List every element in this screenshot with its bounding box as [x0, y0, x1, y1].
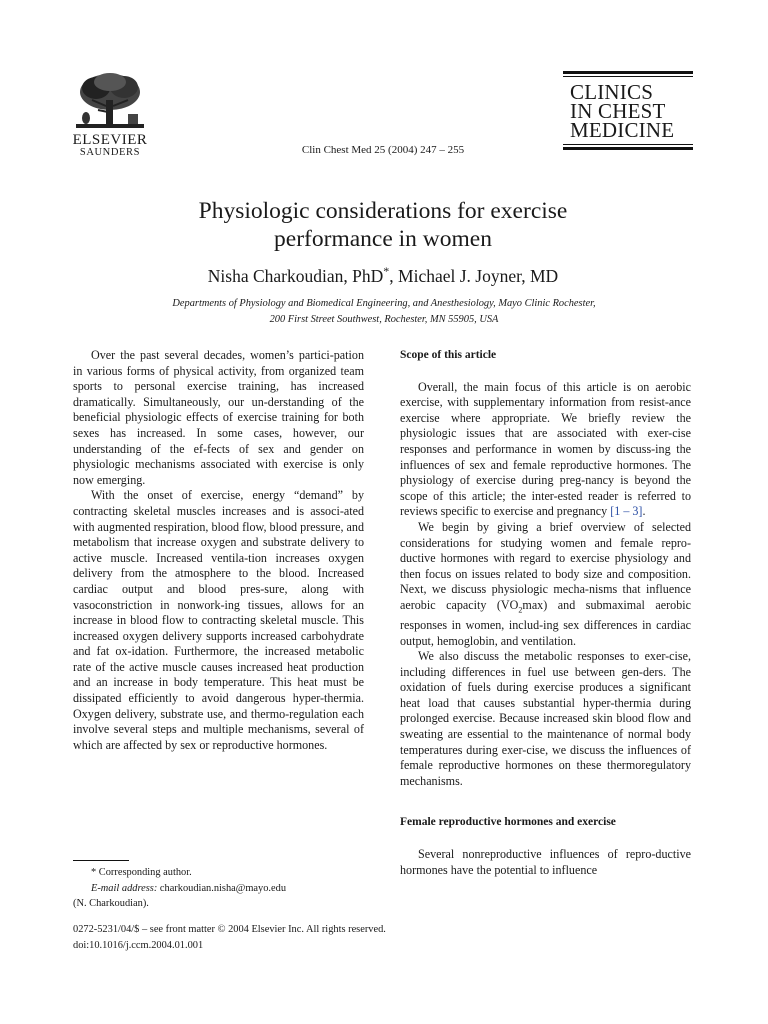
copyright-line: 0272-5231/04/$ – see front matter © 2004 Elsevier Inc. All rights reserved. [73, 924, 386, 935]
footnote-rule [73, 860, 129, 861]
paragraph-text: Overall, the main focus of this article is on aerobic exercise, with supplementary information from resist-ance exercise where appropriate. We briefly review the physiologic issues that are associated with exer-cise responses and performance in women by discuss-ing the influences of sex and female reproductive hormones. The physiology of exercise during preg-nancy is beyond the scope of this article; the inter-ested reader is referred to reviews specific to exercise and pregnancy [400, 379, 691, 519]
copyright-block [73, 922, 593, 954]
paragraph: With the onset of exercise, energy “demand” by contracting skeletal muscles increases and is associ-ated with augmented respiration, blood flow, blood pressure, and metabolism that increase oxygen and substrate delivery to active muscle. Increased ventila-tion increases oxygen delivery from the atmosphere to the blood. Increased cardiac output and blood pres-sure, along with vasoconstriction in nonwork-ing tissues, allows for an increase in blood flow to contracting skeletal muscle. This increased oxygen delivery supports increased carbohydrate and fat ox-idation. Furthermore, the increased metabolic rate of the active muscle causes increased heat production and an increase in body temperature. This heat must be dissipated efficiently to avoid dangerous hyper-thermia. Oxygen delivery, substrate use, and thermo-regulation each involve several steps and multiple mechanisms, several of which are affected by sex or reproductive hormones. [73, 488, 364, 752]
affiliation-line2: 200 First Street Southwest, Rochester, MN 55905, USA [269, 314, 499, 325]
title-line2: performance in women [274, 226, 492, 252]
publisher-name: ELSEVIER [72, 132, 148, 148]
title-line1: Physiologic considerations for exercise [198, 198, 568, 224]
paragraph: Overall, the main focus of this article is on aerobic exercise, with supplementary information from resist-ance exercise where appropriate. We briefly review the physiologic issues that are associated with exer-cise responses and performance in women by discuss-ing the influences of sex and female reproductive hormones. The physiology of exercise during preg-nancy is beyond the scope of this article; the inter-ested reader is referred to reviews specific to exercise and pregnancy [1 – 3]. [400, 379, 691, 519]
affiliation [80, 296, 688, 328]
email-link[interactable]: charkoudian.nisha@mayo.edu [159, 882, 287, 894]
paragraph: We also discuss the metabolic responses to exer-cise, including differences in fuel use between gen-ders. The oxidation of fuels during exercise produces a significant heat load that causes substantial hyper-thermia during prolonged exercise. Because increased skin blood flow and sweating are essential to the maintenance of normal body temperatures during exer-cise, we discuss the influences of female reproductive hormones on these thermoregulatory mechanisms. [400, 649, 691, 788]
author-list [100, 264, 666, 287]
article-title [100, 197, 666, 253]
author-2: , Michael J. Joyner, MD [389, 265, 559, 286]
author-1: Nisha Charkoudian, PhD [207, 265, 384, 286]
left-column [73, 348, 364, 753]
paragraph: We begin by giving a brief overview of selected considerations for studying women and female repro-ductive hormones with regard to exercise physiology and then focus on issues related to body size and composition. Next, we discuss physiologic mecha-nisms that influence aerobic capacity $(VO_2\max)$ and submaximal aerobic responses in women, includ-ing sex differences in cardiac output, hemoglobin, and ventilation. [400, 519, 691, 648]
right-column [400, 348, 691, 878]
publisher-imprint: SAUNDERS [79, 147, 141, 158]
journal-title-line3: MEDICINE [570, 118, 675, 142]
journal-title-line2: IN CHEST [570, 99, 666, 123]
badge-top-rule [563, 71, 693, 74]
citation-text: Clin Chest Med 25 (2004) 247 – 255 [301, 144, 465, 156]
reference-link[interactable]: [1 – 3] [610, 504, 643, 519]
footnote [73, 865, 373, 912]
paragraph: Several nonreproductive influences of repro-ductive hormones have the potential to influence [400, 847, 691, 877]
footnote-email-line [73, 881, 373, 897]
badge-top-rule-thin [563, 76, 693, 77]
journal-title-line1: CLINICS [570, 80, 654, 104]
subscript: 2 [518, 605, 523, 615]
journal-citation [0, 144, 768, 156]
journal-title [570, 80, 693, 142]
section-heading-hormones: Female reproductive hormones and exercise [400, 816, 616, 829]
corresponding-author-mark: * [383, 264, 390, 278]
affiliation-line1: Departments of Physiology and Biomedical Engineering, and Anesthesiology, Mayo Clinic Rochester, [172, 298, 596, 309]
journal-badge [563, 71, 693, 150]
tree-logo-icon [72, 70, 148, 132]
paragraph: Over the past several decades, women’s partici-pation in various forms of physical activity, from organized team sports to personal exercise training, has increased dramatically. Simultaneously, our un-derstanding of the beneficial physiologic effects of exercise training for both sexes has increased. In some cases, however, our understanding of the ef-fects of sex and gender on physiologic mechanisms associated with exercise is only now emerging. [73, 348, 364, 487]
email-label: E-mail address: [91, 882, 158, 894]
doi-line: doi:10.1016/j.ccm.2004.01.001 [73, 940, 204, 951]
footnote-corresponding: * Corresponding author. [91, 867, 192, 878]
section-heading-scope: Scope of this article [400, 349, 497, 361]
footnote-name: (N. Charkoudian). [73, 898, 149, 909]
